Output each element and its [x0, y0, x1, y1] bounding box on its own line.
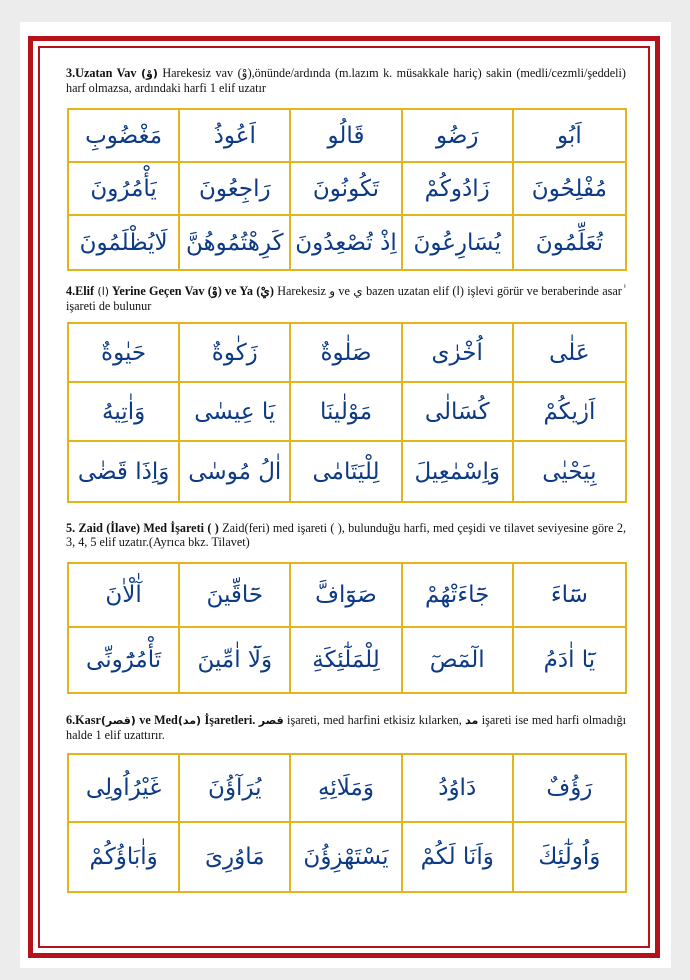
section-6-table — [67, 753, 627, 893]
arabic-word-cell: حَيٰوةٌ — [69, 324, 180, 383]
arabic-word-cell: مُفْلِحُونَ — [514, 163, 625, 216]
arabic-word-cell: جَٓاءَتْهُمْ — [403, 564, 514, 628]
arabic-word-cell: يُسَارِعُونَ — [403, 216, 514, 269]
arabic-word-cell: غَيْرُاُولِى — [69, 755, 180, 823]
arabic-word-cell: زَكٰوةٌ — [180, 324, 291, 383]
arabic-word-cell: وَلَٓا اٰمِّينَ — [180, 628, 291, 692]
arabic-word-cell: آٰلْاٰنَ — [69, 564, 180, 628]
arabic-word-cell: كَرِهْتُمُوهُنَّ — [180, 216, 291, 269]
arabic-word-cell: يَأْمُرُونَ — [69, 163, 180, 216]
section-4-title-symbol: (ا) — [97, 285, 110, 298]
arabic-word-cell: مَوْلٰينَا — [291, 383, 402, 442]
arabic-word-cell: وَاَنَا لَكُمْ — [403, 823, 514, 891]
section-3-text — [66, 66, 626, 95]
arabic-word-cell: وَاِسْمٰعِيلَ — [403, 442, 514, 501]
arabic-word-cell: زَادُوكُمْ — [403, 163, 514, 216]
section-6-med-word: مد — [465, 714, 479, 727]
arabic-word-cell: حَٓاقِّينَ — [180, 564, 291, 628]
arabic-word-cell: يَسْتَهْزِؤُنَ — [291, 823, 402, 891]
section-6-kasr-ar: (قصر) — [100, 714, 136, 727]
section-6-body-b: işareti ise med harfi olmadığı halde 1 elif uzattırır. — [66, 713, 626, 742]
arabic-word-cell: قَالُو — [291, 110, 402, 163]
section-4-title: 4.Elif — [66, 284, 95, 298]
arabic-word-cell: كُسَالٰى — [403, 383, 514, 442]
arabic-word-cell: يُرَآؤُنَ — [180, 755, 291, 823]
arabic-word-cell: مَغْضُوبِ — [69, 110, 180, 163]
arabic-word-cell: صَلٰوةٌ — [291, 324, 402, 383]
arabic-word-cell: وَمَلَائِهِ — [291, 755, 402, 823]
arabic-word-cell: اَبُو — [514, 110, 625, 163]
arabic-word-cell: بِيَحْيٰى — [542, 458, 597, 485]
arabic-word-cell: عَلٰى — [514, 324, 625, 383]
arabic-word-cell: يَٓا اٰدَمُ — [543, 647, 596, 673]
arabic-word-cell: رَؤُفٌ — [514, 755, 625, 823]
section-4-body: Harekesiz و ve ي bazen uzatan elif (ا) işlevi görür ve beraberinde asar ٰ işareti de bulunur — [66, 284, 626, 313]
section-3-body: Harekesiz vav (وْ),önünde/ardında (m.lazım k. müsakkale hariç) sakin (medli/cezmli/şeddeli) harf olmazsa, ardındaki harfi 1 elif uzatır — [66, 66, 626, 95]
arabic-word-cell: لَايُظْلَمُونَ — [69, 216, 180, 269]
arabic-word-cell: وَاٰتِيهُ — [69, 383, 180, 442]
section-6-title-end: İşaretleri. — [201, 713, 256, 727]
arabic-word-cell: دَاوُدُ — [403, 755, 514, 823]
arabic-word-cell: تُعَلِّمُونَ — [535, 229, 603, 256]
arabic-word-cell: لِلْيَتَامٰى — [291, 442, 402, 501]
section-6-body-a: işareti, med harfini etkisiz kılarken, — [283, 713, 466, 727]
section-3-title: 3.Uzatan Vav — [66, 66, 137, 80]
arabic-word-cell: اَعُوذُ — [180, 110, 291, 163]
section-5-text — [66, 521, 626, 549]
arabic-word-cell: وَاٰبَاؤُكُمْ — [69, 823, 180, 891]
section-3-title-symbol: (وْ) — [140, 67, 158, 80]
section-6-text — [66, 713, 626, 742]
section-5-body: Zaid(feri) med işareti ( ), bulunduğu harfi, med çeşidi ve tilavet seviyesine göre 2, 3, 4, 5 elif uzatır.(Ayrıca bkz. Tilavet) — [66, 521, 626, 549]
section-3-table — [67, 108, 627, 271]
section-5-table — [67, 562, 627, 694]
section-4-text — [66, 284, 626, 313]
arabic-word-cell: الٓمٓصٓ — [403, 628, 514, 692]
arabic-word-cell: اٰلُ مُوسٰى — [180, 442, 291, 501]
arabic-word-cell: صَوَٓافَّ — [291, 564, 402, 628]
arabic-word-cell: رَاجِعُونَ — [180, 163, 291, 216]
arabic-word-cell: اَرٰيكُمْ — [514, 383, 625, 442]
arabic-word-cell: يَا عِيسٰى — [180, 383, 291, 442]
arabic-word-cell: تَكُونُونَ — [291, 163, 402, 216]
arabic-word-cell: مَاوُرِىَ — [180, 823, 291, 891]
section-6-title: 6.Kasr — [66, 713, 101, 727]
section-6-title-mid: ve Med — [135, 713, 178, 727]
arabic-word-cell: لِلْمَلٰٓئِكَةِ — [291, 628, 402, 692]
arabic-word-cell: تَأْمُرُٓونِّى — [69, 628, 180, 692]
arabic-word-cell: وَاُولٰٓئِكَ — [538, 844, 601, 870]
arabic-word-cell: اُخْرٰى — [403, 324, 514, 383]
arabic-word-cell: سَٓاءَ — [514, 564, 625, 628]
arabic-word-cell: وَاِذَا قَضٰى — [69, 442, 180, 501]
arabic-word-cell: اِذْ تُصْعِدُونَ — [291, 216, 402, 269]
section-4-title-rest: Yerine Geçen Vav (وْ) ve Ya (يْ) — [109, 284, 278, 298]
section-6-kasr-word: قصر — [258, 714, 284, 727]
section-6-med-ar: (مد) — [177, 714, 202, 727]
section-4-table — [67, 322, 627, 503]
section-5-title: 5. Zaid (İlave) Med İşareti ( ) — [66, 521, 219, 535]
arabic-word-cell: رَضُو — [403, 110, 514, 163]
